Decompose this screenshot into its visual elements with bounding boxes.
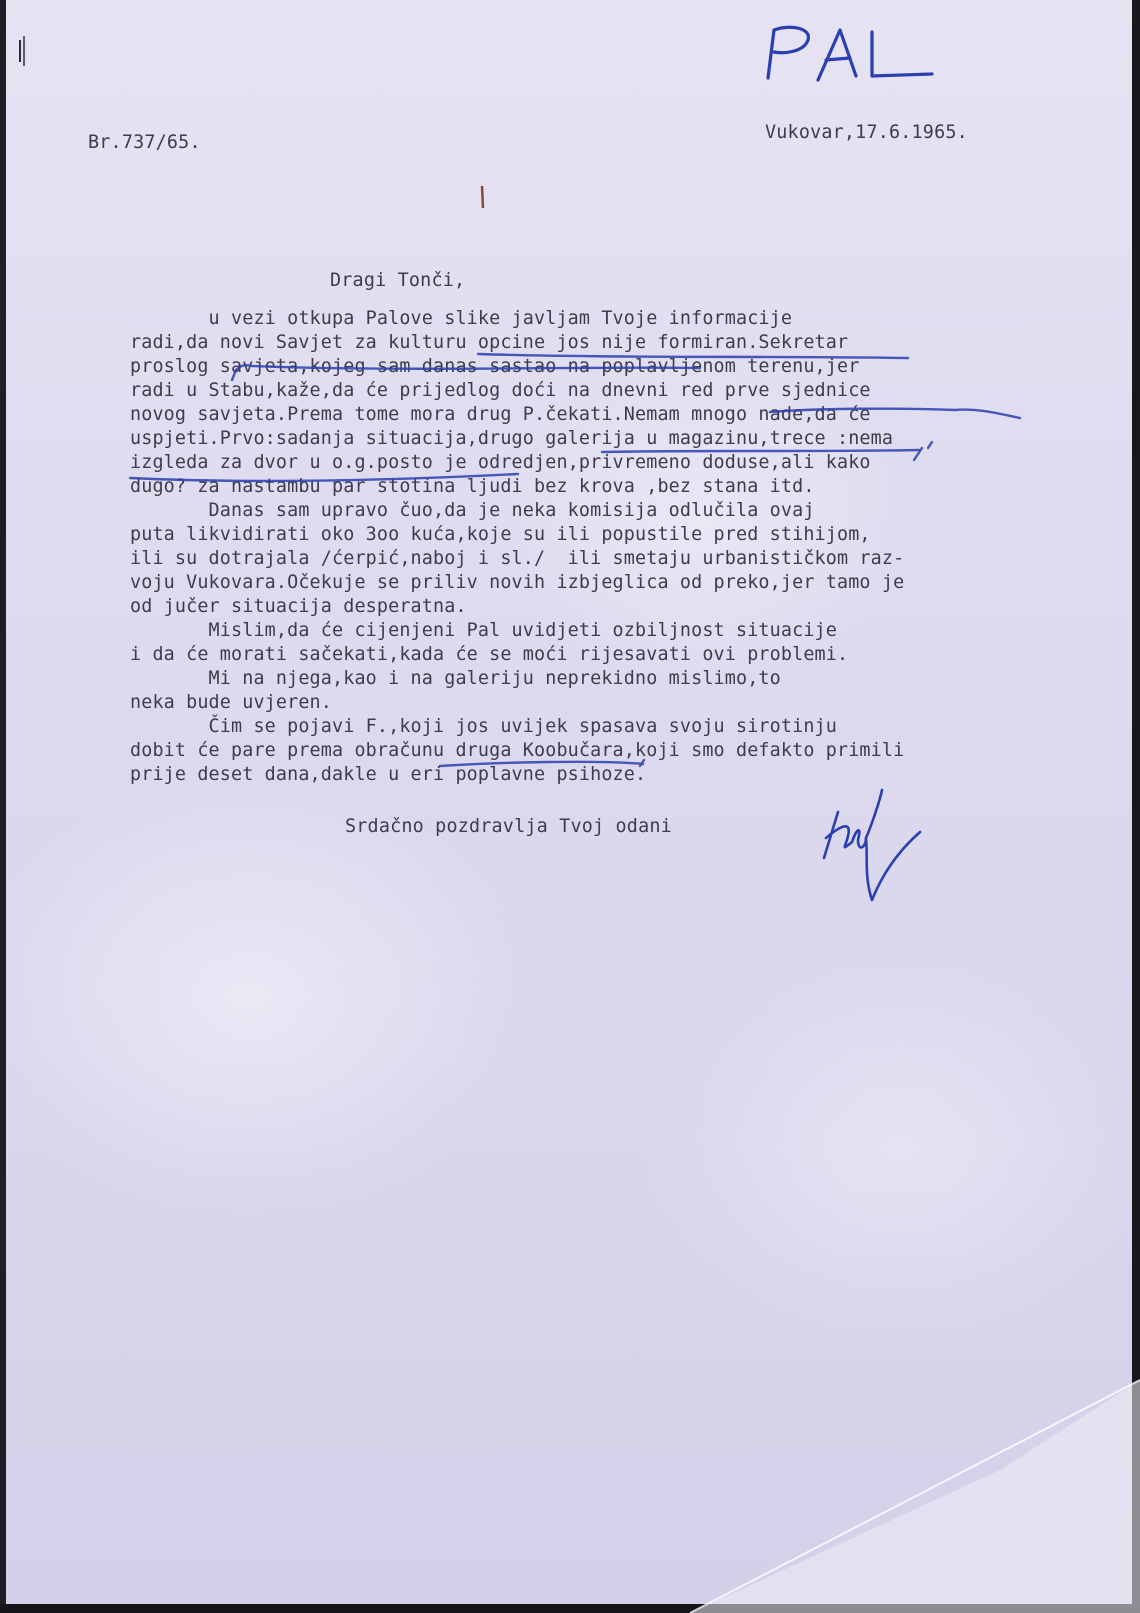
body-line: radi u Stabu,kaže,da će prijedlog doći na dnevni red prve sjednice xyxy=(130,380,871,401)
body-line: i da će morati sačekati,kada će se moći rijesavati ovi problemi. xyxy=(130,644,849,665)
body-line: Danas sam upravo čuo,da je neka komisija odlučila ovaj xyxy=(130,500,815,521)
handwritten-heading xyxy=(760,18,940,88)
body-line: novog savjeta.Prema tome mora drug P.čekati.Nemam mnogo nade,da će xyxy=(130,404,871,425)
body-line: prije deset dana,dakle u eri poplavne psihoze. xyxy=(130,764,647,785)
body-line: neka bude uvjeren. xyxy=(130,692,332,713)
body-line: puta likvidirati oko 3oo kuća,koje su ili popustile pred stihijom, xyxy=(130,524,871,545)
body-line: uspjeti.Prvo:sadanja situacija,drugo galerija u magazinu,trece :nema xyxy=(130,428,894,449)
salutation: Dragi Tonči, xyxy=(330,270,466,291)
body-line: od jučer situacija desperatna. xyxy=(130,596,467,617)
body-line: ili su dotrajala /ćerpić,naboj i sl./ ili smetaju urbanističkom raz- xyxy=(130,548,905,569)
closing-line: Srdačno pozdravlja Tvoj odani xyxy=(345,816,672,837)
body-line: Mi na njega,kao i na galeriju neprekidno mislimo,to xyxy=(130,668,781,689)
body-line: Mislim,da će cijenjeni Pal uvidjeti ozbiljnost situacije xyxy=(130,620,837,641)
body-line: Čim se pojavi F.,koji jos uvijek spasava svoju sirotinju xyxy=(130,716,837,737)
body-line: dugo? za nastambu par stotina ljudi bez krova ,bez stana itd. xyxy=(130,476,815,497)
place-and-date: Vukovar,17.6.1965. xyxy=(765,122,968,143)
body-line: voju Vukovara.Očekuje se priliv novih izbjeglica od preko,jer tamo je xyxy=(130,572,905,593)
reference-number: Br.737/65. xyxy=(88,132,201,153)
body-line: radi,da novi Savjet za kulturu opcine jos nije formiran.Sekretar xyxy=(130,332,849,353)
body-line: u vezi otkupa Palove slike javljam Tvoje informacije xyxy=(130,308,793,329)
body-line: dobit će pare prema obračunu druga Koobučara,koji smo defakto primili xyxy=(130,740,905,761)
body-line: izgleda za dvor u o.g.posto je odredjen,privremeno doduse,ali kako xyxy=(130,452,871,473)
body-line: proslog savjeta,kojeg sam danas sastao na poplavljenom terenu,jer xyxy=(130,356,860,377)
